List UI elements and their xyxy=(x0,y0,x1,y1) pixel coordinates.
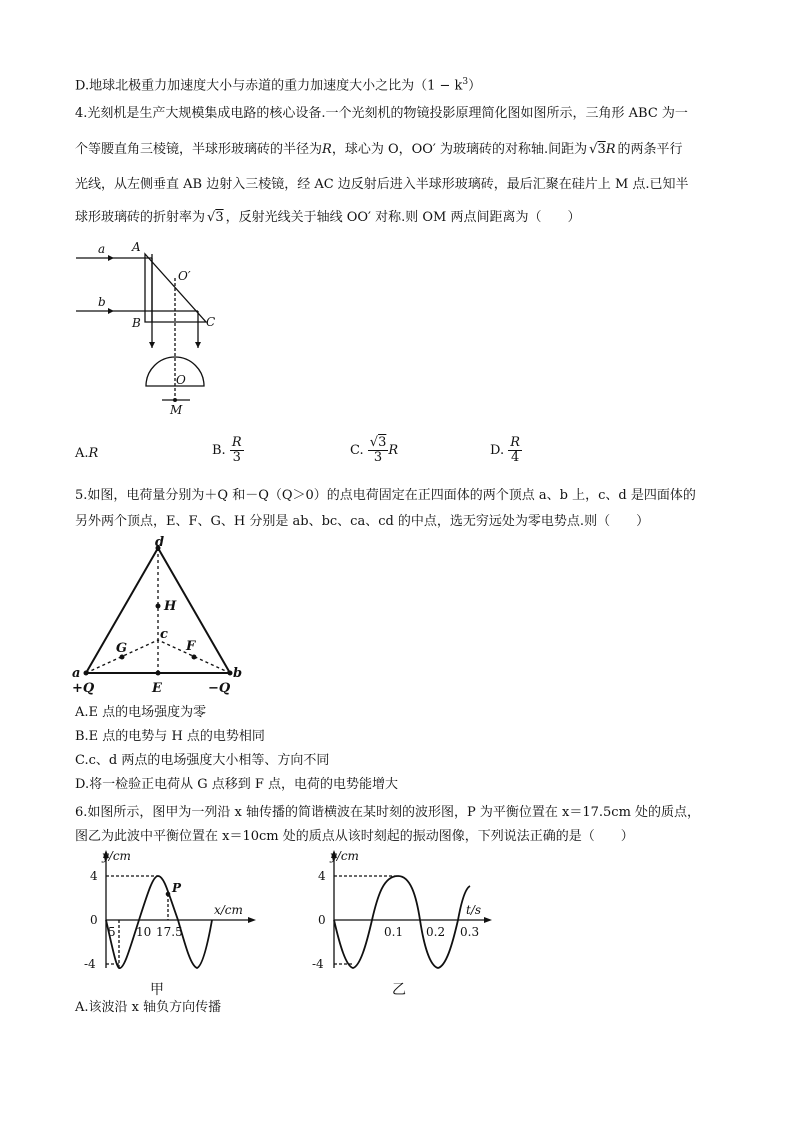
label-b: b xyxy=(233,666,243,681)
jia-y-tick-0: 0 xyxy=(90,913,98,927)
q6-wave-figure-jia xyxy=(80,848,260,1000)
arrow-a-icon xyxy=(108,255,114,261)
label-O: O xyxy=(176,373,186,387)
jia-wave-curve xyxy=(106,876,212,968)
point-h xyxy=(156,604,161,609)
jia-y-label: y/cm xyxy=(102,849,131,863)
q4-line4b: ，反射光线关于轴线 OO′ 对称.则 OM 两点间距离为（ ） xyxy=(225,210,581,225)
jia-label-p: P xyxy=(172,881,182,895)
yi-vibration-curve xyxy=(334,876,470,968)
point-e xyxy=(156,671,161,676)
q5-option-a[interactable]: A.E 点的电场强度为零 xyxy=(75,705,207,720)
yi-t-tick-0-2: 0.2 xyxy=(426,925,446,939)
q4-line2 xyxy=(75,140,683,160)
yi-t-label: t/s xyxy=(466,903,482,917)
q4-line4 xyxy=(75,208,581,228)
jia-x-arrow-icon xyxy=(248,917,256,923)
q5-option-c[interactable]: C.c、d 两点的电场强度大小相等、方向不同 xyxy=(75,753,330,768)
label-b: b xyxy=(98,295,106,309)
q4-option-c-fraction xyxy=(368,436,389,465)
q4-option-d-num: R xyxy=(510,435,521,450)
q4-option-c-radicand: 3 xyxy=(378,435,387,450)
label-a: a xyxy=(98,242,106,256)
q6-vibration-figure-yi xyxy=(308,848,498,1000)
q6-option-a[interactable]: A.该波沿 x 轴负方向传播 xyxy=(75,1000,222,1015)
yi-y-label: y/cm xyxy=(330,849,359,863)
q4-option-c[interactable] xyxy=(350,436,398,465)
q4-radius-symbol: R xyxy=(322,142,332,157)
q3-option-d xyxy=(75,72,481,96)
q4-option-d-fraction xyxy=(508,436,522,465)
jia-y-tick-neg4: -4 xyxy=(84,957,96,971)
jia-y-tick-4: 4 xyxy=(90,869,98,883)
q4-line2a: 个等腰直角三棱镜，半球形玻璃砖的半径为 xyxy=(75,142,323,157)
yi-t-tick-0-3: 0.3 xyxy=(460,925,480,939)
jia-x-tick-10: 10 xyxy=(136,925,152,939)
q4-spacing-radicand: 3 xyxy=(597,142,606,157)
label-O-prime: O′ xyxy=(178,269,191,283)
label-B: B xyxy=(132,316,141,330)
q3-option-d-exponent: 3 xyxy=(462,77,469,87)
yi-t-tick-0-1: 0.1 xyxy=(384,925,404,939)
label-C: C xyxy=(206,315,216,329)
q4-option-c-tail: R xyxy=(388,443,399,458)
yi-y-tick-0: 0 xyxy=(318,913,326,927)
q4-option-a-prefix: A. xyxy=(75,446,89,461)
q4-refractive-index: √3 xyxy=(207,210,224,225)
q4-option-b-num: R xyxy=(231,435,242,450)
label-A: A xyxy=(132,240,141,254)
q4-spacing-expr: √3R xyxy=(589,142,616,157)
q4-option-d-den: 4 xyxy=(510,450,520,465)
q4-line2c: 的两条平行 xyxy=(617,142,683,157)
q4-line1: 4.光刻机是生产大规模集成电路的核心设备.一个光刻机的物镜投影原理简化图如图所示，三角形 ABC 为一 xyxy=(75,106,688,121)
jia-x-tick-5: 5 xyxy=(108,925,116,939)
q4-option-b-fraction xyxy=(230,436,244,465)
q5-line1: 5.如图，电荷量分别为＋Q 和－Q（Q＞0）的点电荷固定在正四面体的两个顶点 a、b 上，c、d 是四面体的 xyxy=(75,488,696,503)
q4-option-b-prefix: B. xyxy=(212,443,226,458)
point-f xyxy=(192,655,197,660)
point-b xyxy=(228,671,233,676)
q5-line2: 另外两个顶点，E、F、G、H 分别是 ab、bc、ca、cd 的中点，选无穷远处为零电势点.则（ ） xyxy=(75,514,650,529)
label-minus-q: −Q xyxy=(208,681,231,696)
q4-option-c-num: √3 xyxy=(369,435,387,450)
q3-option-d-formula: 1 − k xyxy=(427,78,463,94)
q5-tetrahedron-figure xyxy=(68,536,248,696)
q6-line1: 6.如图所示，图甲为一列沿 x 轴传播的简谐横波在某时刻的波形图，P 为平衡位置在 x＝17.5cm 处的质点， xyxy=(75,805,701,820)
q4-line4a: 球形玻璃砖的折射率为 xyxy=(75,210,206,225)
yi-y-tick-neg4: -4 xyxy=(312,957,324,971)
label-c: c xyxy=(160,627,168,642)
point-m xyxy=(173,398,177,402)
label-plus-q: +Q xyxy=(72,681,95,696)
q4-line3: 光线，从左侧垂直 AB 边射入三棱镜，经 AC 边反射后进入半球形玻璃砖，最后汇聚在硅片上 M 点.已知半 xyxy=(75,177,689,192)
arrow-b-icon xyxy=(108,308,114,314)
jia-caption: 甲 xyxy=(150,982,164,998)
label-d: d xyxy=(155,536,165,550)
yi-caption: 乙 xyxy=(392,982,406,998)
arrow-down-b-icon xyxy=(195,342,201,348)
label-M: M xyxy=(170,403,183,417)
label-F: F xyxy=(186,639,196,654)
yi-y-tick-4: 4 xyxy=(318,869,326,883)
q3-option-d-text: D.地球北极重力加速度大小与赤道的重力加速度大小之比为（ xyxy=(75,78,428,94)
q4-line2b: ，球心为 O，OO′ 为玻璃砖的对称轴.间距为 xyxy=(331,142,588,157)
jia-x-tick-17-5: 17.5 xyxy=(156,925,183,939)
q4-option-d-prefix: D. xyxy=(490,443,505,458)
q4-option-a[interactable] xyxy=(75,446,98,461)
q4-spacing-R: R xyxy=(605,142,616,157)
hemisphere-lens xyxy=(146,357,204,386)
q5-option-d[interactable]: D.将一检验正电荷从 G 点移到 F 点，电荷的电势能增大 xyxy=(75,777,399,792)
q4-option-d[interactable] xyxy=(490,436,522,465)
q4-refractive-radicand: 3 xyxy=(215,210,224,225)
label-a: a xyxy=(72,666,81,681)
q6-line2: 图乙为此波中平衡位置在 x＝10cm 处的质点从该时刻起的振动图像，下列说法正确的是（ ） xyxy=(75,829,634,844)
label-H: H xyxy=(164,599,177,614)
q4-option-c-prefix: C. xyxy=(350,443,364,458)
point-a xyxy=(84,671,89,676)
q3-option-d-close: ） xyxy=(468,78,482,94)
arrow-down-a-icon xyxy=(149,342,155,348)
q4-option-b[interactable] xyxy=(212,436,244,465)
q4-option-b-den: 3 xyxy=(232,450,241,465)
jia-point-p xyxy=(166,892,171,897)
q4-option-a-value: R xyxy=(88,446,99,461)
yi-t-arrow-icon xyxy=(484,917,492,923)
q4-option-c-den: 3 xyxy=(373,450,383,465)
label-G: G xyxy=(116,641,128,656)
label-E: E xyxy=(152,681,162,696)
jia-x-label: x/cm xyxy=(214,903,243,917)
q4-figure xyxy=(70,238,230,420)
q5-option-b[interactable]: B.E 点的电势与 H 点的电势相同 xyxy=(75,729,265,744)
